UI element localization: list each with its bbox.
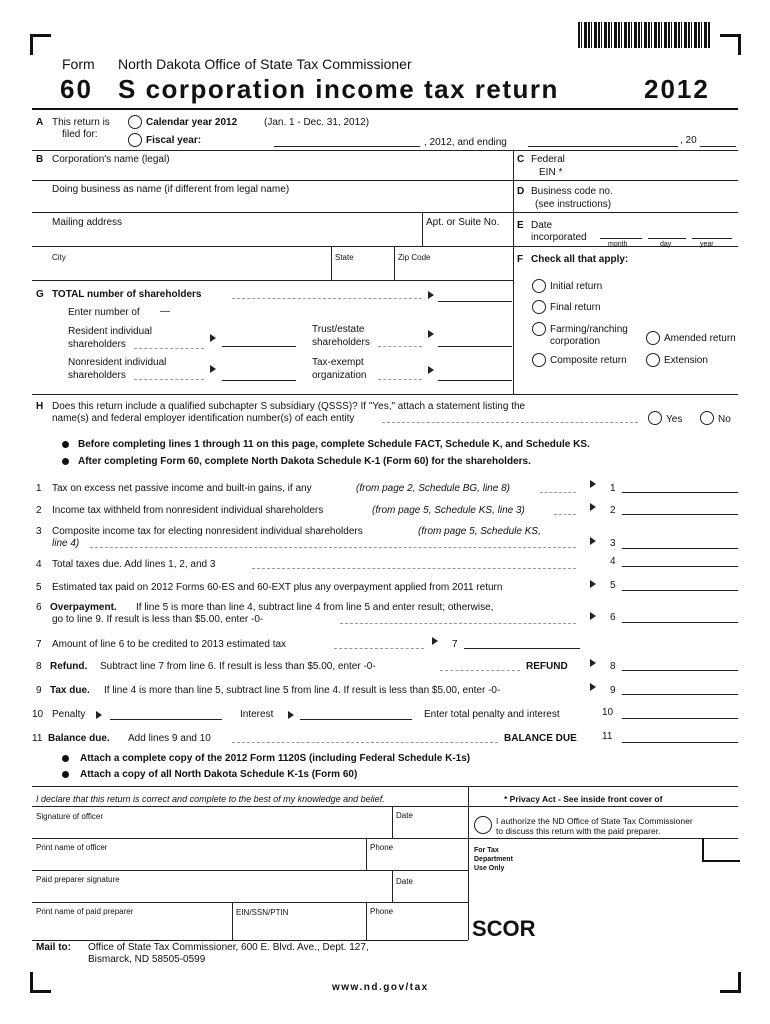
calendar-year-radio[interactable] (128, 115, 142, 129)
nonresident-label: Nonresident individual (68, 357, 167, 368)
federal-ein-label: Federal (531, 154, 565, 165)
label-c: C (517, 154, 525, 165)
date-label: Date (396, 811, 413, 820)
line-4-label: Total taxes due. Add lines 1, 2, and 3 (52, 559, 216, 570)
qsss-yes-label: Yes (666, 414, 683, 425)
resident-shareholders-field[interactable] (222, 346, 296, 347)
initial-return-label: Initial return (550, 281, 603, 292)
phone-label-2: Phone (370, 907, 394, 916)
authorize-text: I authorize the ND Office of State Tax Commissioner (496, 816, 693, 826)
line-1-number: 1 (36, 483, 42, 494)
calendar-year-range: (Jan. 1 - Dec. 31, 2012) (264, 117, 370, 128)
bullet-icon (62, 771, 69, 778)
line-9-bold: Tax due. (50, 685, 90, 696)
arrow-icon (428, 366, 434, 374)
for-tax-label-3: Use Only (474, 865, 505, 872)
qsss-no-radio[interactable] (700, 411, 714, 425)
taxexempt-field[interactable] (438, 380, 512, 381)
arrow-icon (210, 334, 216, 342)
line-6-field[interactable] (622, 622, 738, 623)
arrow-icon (288, 711, 294, 719)
attach-2: Attach a copy of all North Dakota Schedule K-1s (Form 60) (80, 769, 358, 780)
line-2-field[interactable] (622, 514, 738, 515)
line-2-number: 2 (36, 505, 42, 516)
line-1-ref: (from page 2, Schedule BG, line 8) (356, 483, 510, 494)
taxexempt-label: Tax-exempt (312, 357, 364, 368)
line-11-box-number: 11 (602, 731, 613, 742)
arrow-icon (590, 480, 596, 488)
attach-1: Attach a complete copy of the 2012 Form 1120S (including Federal Schedule K-1s) (80, 753, 471, 764)
initial-return-radio[interactable] (532, 279, 546, 293)
interest-label: Interest (240, 709, 274, 720)
trust-label-2: shareholders (312, 337, 370, 348)
for-tax-label: For Tax (474, 847, 499, 854)
mail-address-2: Bismarck, ND 58505-0599 (88, 954, 206, 965)
composite-return-label: Composite return (550, 355, 627, 366)
qsss-no-label: No (718, 414, 731, 425)
line-2-label: Income tax withheld from nonresident individual shareholders (52, 505, 324, 516)
qsss-question-2: name(s) and federal employer identification number(s) of each entity (52, 413, 355, 424)
line-4-box-number: 4 (610, 556, 616, 567)
apt-suite-label: Apt. or Suite No. (426, 217, 500, 228)
form-title: S corporation income tax return (118, 74, 559, 104)
year-caption: year (700, 241, 714, 248)
amended-return-radio[interactable] (646, 331, 660, 345)
label-b: B (36, 154, 44, 165)
line-3-ref-2: line 4) (52, 538, 80, 549)
line-3-field[interactable] (622, 548, 738, 549)
line-1-label: Tax on excess net passive income and built-in gains, if any (52, 483, 312, 494)
website-text: www.nd.gov/tax (332, 982, 429, 993)
line-5-field[interactable] (622, 590, 738, 591)
penalty-label: Penalty (52, 709, 86, 720)
form-word: Form (62, 56, 95, 72)
line-8-field[interactable] (622, 670, 738, 671)
ein-label: EIN/SSN/PTIN (236, 908, 289, 917)
business-code-label: Business code no. (531, 186, 613, 197)
label-f: F (517, 254, 524, 265)
nonresident-label-2: shareholders (68, 370, 126, 381)
line-2-ref: (from page 5, Schedule KS, line 3) (372, 505, 525, 516)
extension-radio[interactable] (646, 353, 660, 367)
crop-mark-bottom-left (30, 972, 51, 993)
resident-label-2: shareholders (68, 339, 126, 350)
month-caption: month (608, 241, 628, 248)
dba-label: Doing business as name (if different from legal name) (52, 184, 290, 195)
line-8-label: Subtract line 7 from line 6. If result is less than $5.00, enter -0- (100, 661, 376, 672)
line-4-number: 4 (36, 559, 42, 570)
fiscal-mid-text: , 2012, and ending (424, 137, 507, 148)
return-filed-for-text-2: filed for: (62, 129, 98, 140)
arrow-icon (590, 612, 596, 620)
line-11-label: Add lines 9 and 10 (128, 733, 211, 744)
line-2-box-number: 2 (610, 505, 616, 516)
signature-officer-label: Signature of officer (36, 812, 104, 821)
qsss-yes-radio[interactable] (648, 411, 662, 425)
fiscal-end-year-field[interactable] (700, 146, 736, 147)
penalty-field[interactable] (110, 719, 222, 720)
farming-label-2: corporation (550, 336, 601, 347)
trust-label: Trust/estate (312, 324, 365, 335)
mail-address-1: Office of State Tax Commissioner, 600 E. Blvd. Ave., Dept. 127, (88, 942, 369, 953)
instruction-2: After completing Form 60, complete North Dakota Schedule K-1 (Form 60) for the shareholders. (78, 456, 531, 467)
line-1-box-number: 1 (610, 483, 616, 494)
line-6-box-number: 6 (610, 612, 616, 623)
total-penalty-label: Enter total penalty and interest (424, 709, 560, 720)
business-code-label-2: (see instructions) (535, 199, 612, 210)
arrow-icon (432, 637, 438, 645)
fiscal-end-text: , 20 (680, 135, 697, 146)
line-6-number: 6 (36, 602, 42, 613)
return-filed-for-text: This return is (52, 117, 110, 128)
enter-number-label: Enter number of (68, 307, 140, 318)
instruction-1: Before completing lines 1 through 11 on this page, complete Schedule FACT, Schedule K, and Schedule KS. (78, 439, 590, 450)
arrow-icon (428, 291, 434, 299)
refund-label: REFUND (526, 661, 568, 672)
composite-return-radio[interactable] (532, 353, 546, 367)
tax-dept-box (702, 838, 740, 862)
farming-label: Farming/ranching (550, 324, 628, 335)
arrow-icon (590, 580, 596, 588)
line-6-bold: Overpayment. (50, 602, 117, 613)
line-3-number: 3 (36, 526, 42, 537)
day-caption: day (660, 241, 672, 248)
line-5-box-number: 5 (610, 580, 616, 591)
arrow-icon (590, 537, 596, 545)
state-label: State (335, 253, 354, 262)
line-5-number: 5 (36, 582, 42, 593)
privacy-act-text: * Privacy Act - See inside front cover of (504, 794, 663, 804)
line-7-number: 7 (36, 639, 42, 650)
nonresident-shareholders-field[interactable] (222, 380, 296, 381)
line-9-label: If line 4 is more than line 5, subtract line 5 from line 4. If result is less than $5.00, enter -0- (104, 685, 501, 696)
line-7-box-number: 7 (452, 639, 458, 650)
line-4-field[interactable] (622, 566, 738, 567)
line-10-box-number: 10 (602, 707, 614, 718)
enter-number-dash: — (160, 306, 170, 317)
fiscal-year-label: Fiscal year: (146, 135, 202, 146)
agency-name: North Dakota Office of State Tax Commissioner (118, 56, 412, 72)
crop-mark-top-right (720, 34, 741, 55)
arrow-icon (590, 503, 596, 511)
crop-mark-top-left (30, 34, 51, 55)
line-7-label: Amount of line 6 to be credited to 2013 estimated tax (52, 639, 287, 650)
label-e: E (517, 220, 524, 231)
fiscal-start-field[interactable] (274, 146, 420, 147)
line-3-box-number: 3 (610, 538, 616, 549)
date-incorporated-label-2: incorporated (531, 232, 587, 243)
line-3-ref: (from page 5, Schedule KS, (418, 526, 541, 537)
farming-ranching-radio[interactable] (532, 322, 546, 336)
line-6-label: If line 5 is more than line 4, subtract line 4 from line 5 and enter result; otherwise, (136, 602, 494, 613)
date-incorporated-label: Date (531, 220, 553, 231)
line-10-field[interactable] (622, 718, 738, 719)
label-g: G (36, 289, 44, 300)
arrow-icon (96, 711, 102, 719)
mailing-address-label: Mailing address (52, 217, 123, 228)
line-11-number: 11 (32, 733, 43, 744)
line-11-field[interactable] (622, 742, 738, 743)
for-tax-label-2: Department (474, 856, 513, 863)
fiscal-end-field[interactable] (528, 146, 678, 147)
final-return-radio[interactable] (532, 300, 546, 314)
resident-label: Resident individual (68, 326, 152, 337)
label-h: H (36, 401, 44, 412)
line-1-field[interactable] (622, 492, 738, 493)
scor-label: SCOR (472, 916, 536, 941)
zip-label: Zip Code (398, 253, 431, 262)
calendar-year-label: Calendar year 2012 (146, 117, 238, 128)
line-8-number: 8 (36, 661, 42, 672)
interest-field[interactable] (300, 719, 412, 720)
paid-preparer-sig-label: Paid preparer signature (36, 875, 120, 884)
line-9-field[interactable] (622, 694, 738, 695)
total-shareholders-label: TOTAL number of shareholders (52, 289, 202, 300)
arrow-icon (210, 365, 216, 373)
print-preparer-label: Print name of paid preparer (36, 907, 134, 916)
line-8-bold: Refund. (50, 661, 88, 672)
bullet-icon (62, 458, 69, 465)
federal-ein-label-2: EIN * (539, 167, 563, 178)
line-5-label: Estimated tax paid on 2012 Forms 60-ES and 60-EXT plus any overpayment applied from 2011 return (52, 582, 503, 593)
line-8-box-number: 8 (610, 661, 616, 672)
extension-label: Extension (664, 355, 708, 366)
check-all-label: Check all that apply: (531, 254, 629, 265)
qsss-question: Does this return include a qualified subchapter S subsidiary (QSSS)? If "Yes," attach a statement listing the (52, 401, 526, 412)
line-11-bold: Balance due. (48, 733, 110, 744)
line-7-field[interactable] (464, 648, 580, 649)
barcode (578, 22, 710, 48)
city-label: City (52, 253, 66, 262)
mail-to-label: Mail to: (36, 942, 71, 953)
bullet-icon (62, 755, 69, 762)
phone-label: Phone (370, 843, 394, 852)
print-officer-label: Print name of officer (36, 843, 108, 852)
line-6-label-2: go to line 9. If result is less than $5.00, enter -0- (52, 614, 264, 625)
label-a: A (36, 117, 44, 128)
taxexempt-label-2: organization (312, 370, 367, 381)
line-10-number: 10 (32, 709, 44, 720)
authorize-text-2: to discuss this return with the paid preparer. (496, 826, 661, 836)
fiscal-year-radio[interactable] (128, 133, 142, 147)
final-return-label: Final return (550, 302, 601, 313)
form-number: 60 (60, 74, 93, 104)
corp-name-label: Corporation's name (legal) (52, 154, 170, 165)
arrow-icon (428, 330, 434, 338)
bullet-icon (62, 441, 69, 448)
declaration-text: I declare that this return is correct and complete to the best of my knowledge and belief. (36, 794, 385, 804)
amended-return-label: Amended return (664, 333, 736, 344)
arrow-icon (590, 659, 596, 667)
arrow-icon (590, 683, 596, 691)
total-shareholders-field[interactable] (438, 301, 512, 302)
date-label-2: Date (396, 877, 413, 886)
line-9-number: 9 (36, 685, 42, 696)
crop-mark-bottom-right (720, 972, 741, 993)
trust-shareholders-field[interactable] (438, 346, 512, 347)
label-d: D (517, 186, 525, 197)
line-3-label: Composite income tax for electing nonresident individual shareholders (52, 526, 363, 537)
authorize-radio[interactable] (474, 816, 492, 834)
form-year: 2012 (644, 74, 710, 104)
line-9-box-number: 9 (610, 685, 616, 696)
balance-due-label: BALANCE DUE (504, 733, 577, 744)
